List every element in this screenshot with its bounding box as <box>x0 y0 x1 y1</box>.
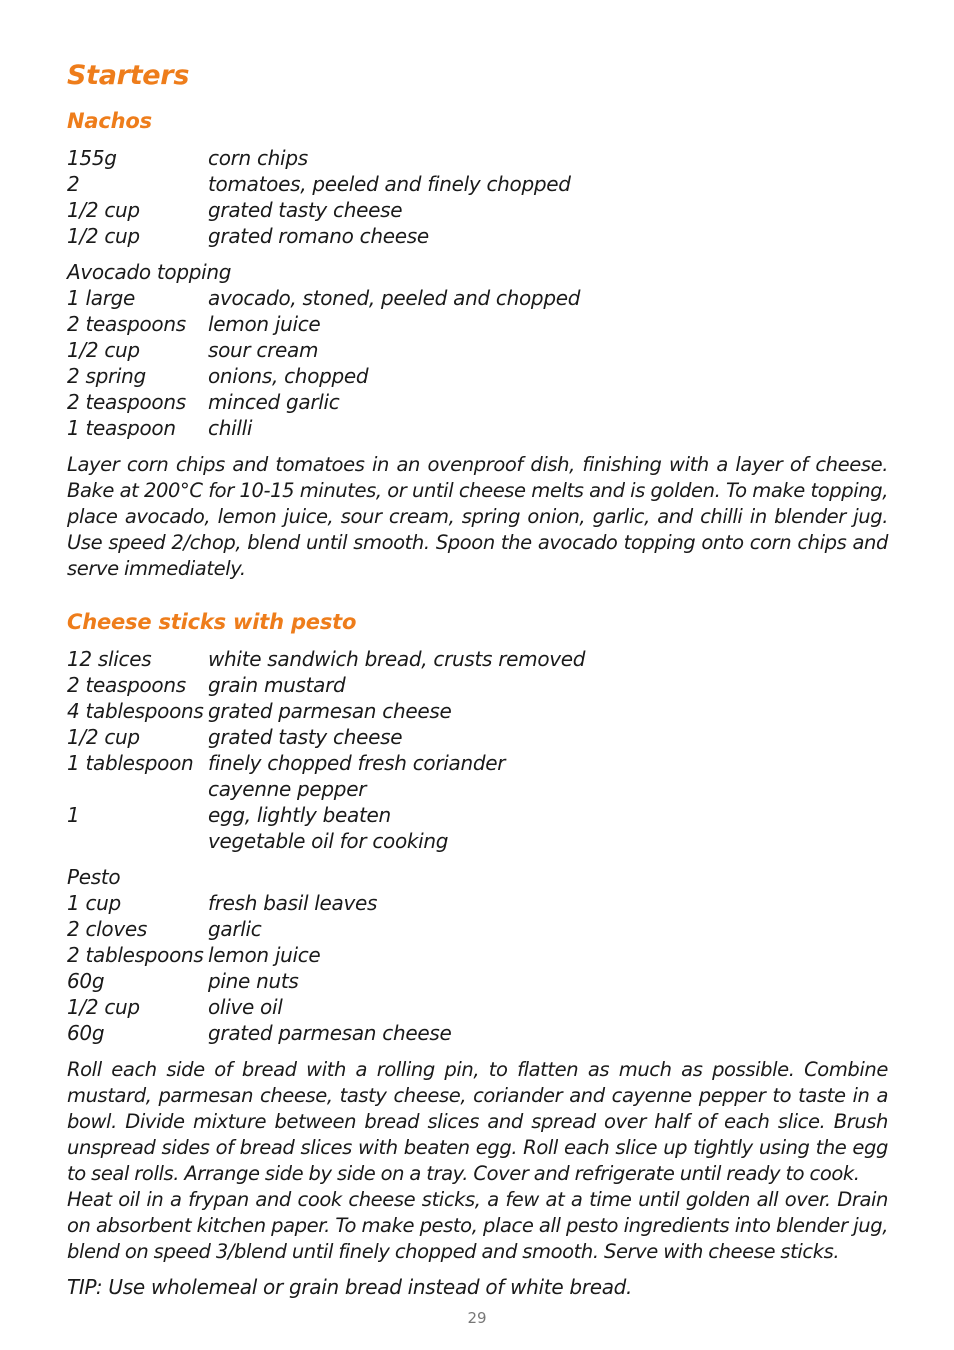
ingredient-row <box>67 1020 888 1046</box>
ingredient-item: egg, lightly beaten <box>208 803 391 827</box>
ingredient-row <box>67 285 888 311</box>
ingredient-qty: 12 slices <box>67 647 152 671</box>
ingredient-row <box>67 916 888 942</box>
ingredient-qty: 2 tablespoons <box>67 943 204 967</box>
ingredient-row <box>67 724 888 750</box>
ingredient-row <box>67 145 888 171</box>
ingredient-qty: 1 <box>67 803 80 827</box>
ingredient-row <box>67 646 888 672</box>
ingredient-qty: 1 teaspoon <box>67 416 176 440</box>
ingredient-row <box>67 890 888 916</box>
ingredient-qty: 2 cloves <box>67 917 148 941</box>
ingredient-item: garlic <box>208 917 262 941</box>
ingredient-item: grated tasty cheese <box>208 198 403 222</box>
ingredient-row <box>67 968 888 994</box>
ingredient-item: lemon juice <box>208 312 321 336</box>
ingredient-row <box>67 389 888 415</box>
method-paragraph: Layer corn chips and tomatoes in an ovenproof dish, finishing with a layer of cheese. Bake at 200°C for 10-15 minutes, or until cheese melts and is golden. To make topping, place avocado, lemon juice, sour cream, spring onion, garlic, and chilli in blender jug. Use speed 2/chop, blend until smooth. Spoon the avocado topping onto corn chips and serve immediately. <box>67 453 888 580</box>
ingredient-qty: 4 tablespoons <box>67 699 204 723</box>
recipe-title: Nachos <box>67 109 152 133</box>
ingredient-row <box>67 311 888 337</box>
ingredient-row <box>67 828 888 854</box>
ingredient-item: grated tasty cheese <box>208 725 403 749</box>
recipe-title: Cheese sticks with pesto <box>67 610 357 634</box>
ingredient-row <box>67 750 888 776</box>
ingredient-row <box>67 363 888 389</box>
pesto-ingredient-list <box>67 890 888 1046</box>
ingredient-item: grated parmesan cheese <box>208 699 452 723</box>
ingredient-item: sour cream <box>208 338 319 362</box>
ingredient-qty: 1/2 cup <box>67 995 140 1019</box>
method-text <box>67 452 888 582</box>
ingredient-qty: 2 teaspoons <box>67 312 186 336</box>
ingredient-qty: 60g <box>67 969 105 993</box>
ingredient-qty: 2 <box>67 172 80 196</box>
ingredient-qty: 1/2 cup <box>67 224 140 248</box>
ingredient-list <box>67 646 888 854</box>
ingredient-item: tomatoes, peeled and finely chopped <box>208 172 571 196</box>
ingredient-item: olive oil <box>208 995 283 1019</box>
recipe-spacer <box>67 582 888 608</box>
ingredient-row <box>67 197 888 223</box>
ingredient-item: fresh basil leaves <box>208 891 378 915</box>
ingredient-qty <box>67 828 208 854</box>
ingredient-qty: 2 teaspoons <box>67 673 186 697</box>
ingredient-row <box>67 942 888 968</box>
ingredient-row <box>67 223 888 249</box>
page-number: 29 <box>467 1309 487 1327</box>
ingredient-row <box>67 698 888 724</box>
ingredient-item: finely chopped fresh coriander <box>208 751 506 775</box>
ingredient-row <box>67 776 888 802</box>
ingredient-qty: 1/2 cup <box>67 725 140 749</box>
tip-text: TIP: Use wholemeal or grain bread instead of white bread. <box>67 1275 633 1299</box>
ingredient-qty <box>67 776 208 802</box>
ingredient-item: white sandwich bread, crusts removed <box>208 647 586 671</box>
ingredient-qty: 1 tablespoon <box>67 751 194 775</box>
ingredient-item: grain mustard <box>208 673 346 697</box>
ingredient-item: grated romano cheese <box>208 224 429 248</box>
ingredient-item: pine nuts <box>208 969 299 993</box>
ingredient-list <box>67 145 888 249</box>
recipe-nachos <box>67 107 888 582</box>
topping-ingredient-list <box>67 285 888 441</box>
ingredient-item: cayenne pepper <box>208 777 367 801</box>
ingredient-item: onions, chopped <box>208 364 369 388</box>
page-title: Starters <box>67 60 190 91</box>
ingredient-qty: 60g <box>67 1021 105 1045</box>
ingredient-qty: 2 teaspoons <box>67 390 186 414</box>
ingredient-row <box>67 171 888 197</box>
method-paragraph: Heat oil in a frypan and cook cheese sticks, a few at a time until golden all over. Drain on absorbent kitchen paper. To make pesto, place all pesto ingredients into blender jug, blend on speed 3/blend until finely chopped and smooth. Serve with cheese sticks. <box>67 1188 888 1263</box>
ingredient-qty: 1 cup <box>67 891 121 915</box>
method-paragraph: Roll each side of bread with a rolling pin, to flatten as much as possible. Combine mustard, parmesan cheese, tasty cheese, coriander and cayenne pepper to taste in a bowl. Divide mixture between bread slices and spread over half of each slice. Brush unspread sides of bread slices with beaten egg. Roll each slice up tightly using the egg to seal rolls. Arrange side by side on a tray. Cover and refrigerate until ready to cook. <box>67 1058 888 1185</box>
ingredient-qty: 155g <box>67 146 117 170</box>
ingredient-row <box>67 802 888 828</box>
ingredient-qty: 1/2 cup <box>67 198 140 222</box>
ingredient-row <box>67 337 888 363</box>
recipe-cheese-sticks <box>67 608 888 1300</box>
ingredient-item: vegetable oil for cooking <box>208 829 449 853</box>
ingredient-row <box>67 672 888 698</box>
ingredient-item: lemon juice <box>208 943 321 967</box>
ingredient-row <box>67 415 888 441</box>
ingredient-qty: 2 spring <box>67 364 146 388</box>
sub-heading: Avocado topping <box>67 260 232 284</box>
ingredient-item: avocado, stoned, peeled and chopped <box>208 286 581 310</box>
recipe-page <box>67 58 888 1300</box>
ingredient-item: corn chips <box>208 146 308 170</box>
ingredient-row <box>67 994 888 1020</box>
ingredient-item: grated parmesan cheese <box>208 1021 452 1045</box>
ingredient-qty: 1/2 cup <box>67 338 140 362</box>
ingredient-item: chilli <box>208 416 253 440</box>
ingredient-qty: 1 large <box>67 286 136 310</box>
sub-heading: Pesto <box>67 865 121 889</box>
ingredient-item: minced garlic <box>208 390 340 414</box>
method-text <box>67 1057 888 1265</box>
